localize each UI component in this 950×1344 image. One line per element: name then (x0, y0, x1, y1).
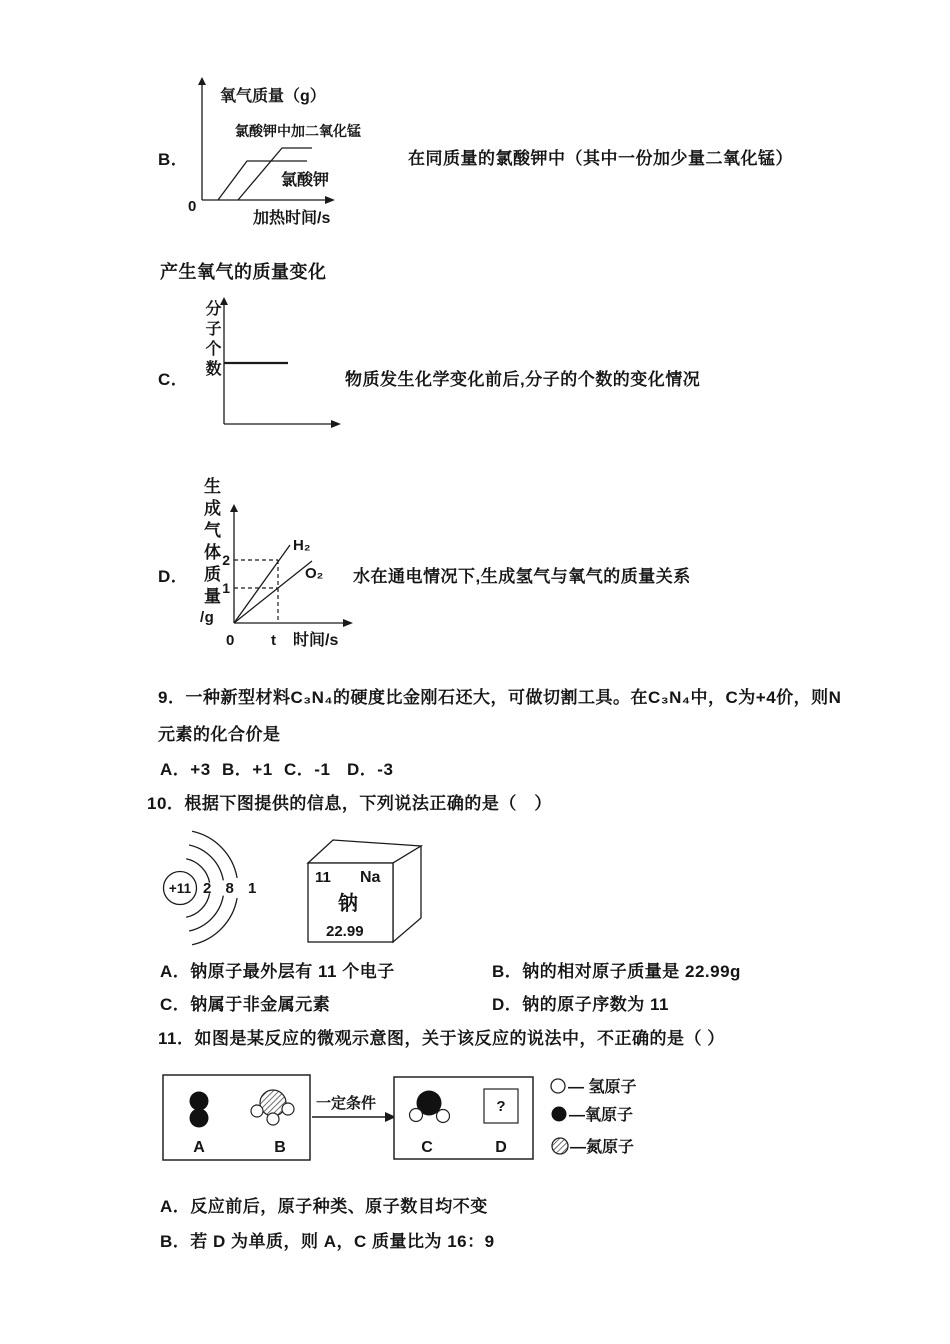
chart-b-y-label: 氧气质量（g） (220, 88, 326, 105)
cube-right-face (393, 846, 421, 942)
chart-d-ytick-1: 1 (222, 580, 230, 596)
electron-shell-arc (189, 845, 223, 880)
chart-d-y-arrow-icon (230, 504, 238, 512)
q10-stem: 10．根据下图提供的信息，下列说法正确的是（ ） (147, 794, 552, 813)
option-c-description: 物质发生化学变化前后,分子的个数的变化情况 (345, 370, 701, 389)
chart-b-x-label: 加热时间/s (253, 210, 331, 227)
option-c-label: C． (158, 370, 189, 389)
q10-option-d: D．钠的原子序数为 11 (492, 995, 669, 1014)
option-b-label: B． (158, 150, 189, 169)
molecule-b-hydrogen-atom (282, 1103, 294, 1115)
molecule-c-hydrogen-atom (437, 1110, 450, 1123)
chart-c-y-label: 分子个数 (203, 300, 220, 380)
chart-d-y-label: 生成气体质量 (201, 477, 220, 609)
chart-d-label-o2: O₂ (305, 565, 324, 582)
chart-c-x-arrow-icon (331, 420, 341, 428)
molecule-a-label: A (193, 1139, 205, 1156)
chart-b-origin-label: 0 (188, 198, 197, 215)
option-b-description-continued: 产生氧气的质量变化 (160, 262, 327, 282)
q9-stem-line2: 元素的化合价是 (158, 725, 281, 744)
element-symbol: Na (360, 869, 381, 886)
option-d-label: D． (158, 567, 189, 586)
chart-d-line-o2 (234, 561, 312, 623)
chart-b-series2-label: 氯酸钾 (281, 172, 330, 189)
chart-d-x-label: 时间/s (293, 632, 339, 649)
electron-shell-counts: 2 8 1 (203, 880, 262, 897)
chart-b-series1-label: 氯酸钾中加二氧化锰 (235, 123, 361, 139)
q9-option-a: A．+3 (160, 760, 211, 779)
chart-d-x-arrow-icon (343, 619, 353, 627)
q9-option-d: D．-3 (347, 760, 394, 779)
reaction-condition-label: 一定条件 (316, 1095, 377, 1112)
electron-shell-arc (189, 896, 223, 931)
option-d-description: 水在通电情况下,生成氢气与氧气的质量关系 (353, 567, 691, 586)
legend-oxygen-icon (552, 1107, 567, 1122)
q9-option-c: C．-1 (284, 760, 331, 779)
q10-atom-diagram (145, 823, 305, 953)
molecule-d-label: D (495, 1139, 507, 1156)
option-b-description: 在同质量的氯酸钾中（其中一份加少量二氧化锰） (408, 149, 793, 168)
q9-option-b: B．+1 (222, 760, 273, 779)
molecule-b-hydrogen-atom (267, 1113, 279, 1125)
q10-option-b: B．钠的相对原子质量是 22.99g (492, 962, 741, 981)
molecule-c-hydrogen-atom (410, 1109, 423, 1122)
chart-b-y-arrow-icon (198, 77, 206, 85)
atom-nucleus-charge: +11 (168, 881, 192, 896)
q10-option-c: C．钠属于非金属元素 (160, 995, 331, 1014)
chart-d-ytick-2: 2 (222, 552, 230, 568)
q11-option-a: A．反应前后，原子种类、原子数目均不变 (160, 1197, 488, 1216)
molecule-a-atom (190, 1092, 209, 1111)
element-atomic-number: 11 (315, 869, 331, 886)
molecule-b-label: B (274, 1139, 286, 1156)
q10-element-cube (300, 833, 430, 948)
legend-hydrogen-icon (551, 1079, 565, 1093)
molecule-b-nitrogen-atom (260, 1090, 286, 1116)
q11-reaction-diagram (160, 1068, 655, 1168)
q11-option-b: B．若 D 为单质，则 A，C 质量比为 16：9 (160, 1232, 495, 1251)
reactants-box (163, 1075, 310, 1160)
q11-stem: 11．如图是某反应的微观示意图，关于该反应的说法中，不正确的是（ ） (158, 1029, 725, 1048)
q9-stem-line1: 9．一种新型材料C₃N₄的硬度比金刚石还大，可做切割工具。在C₃N₄中，C为+4价，则N (158, 688, 842, 707)
legend-hydrogen-label: — 氢原子 (568, 1079, 637, 1096)
chart-d-label-h2: H₂ (293, 537, 311, 554)
legend-nitrogen-label: —氮原子 (570, 1139, 635, 1156)
chart-b-oxygen-mass (185, 75, 361, 230)
chart-b-x-arrow-icon (325, 196, 335, 204)
electron-shell-arc (192, 898, 237, 945)
chart-c-y-arrow-icon (220, 297, 228, 305)
chart-d-y-label-unit: /g (200, 609, 215, 626)
chart-d-line-h2 (234, 545, 290, 623)
molecule-c-label: C (421, 1139, 433, 1156)
element-relative-mass: 22.99 (326, 923, 364, 940)
molecule-a-atom (190, 1109, 209, 1128)
q10-option-a: A．钠原子最外层有 11 个电子 (160, 962, 395, 981)
molecule-b-hydrogen-atom (251, 1105, 263, 1117)
unknown-product-mark: ? (496, 1098, 506, 1115)
electron-shell-arc (192, 831, 237, 878)
legend-oxygen-label: —氧原子 (569, 1107, 634, 1124)
chart-d-gas-mass (193, 468, 358, 653)
chart-d-xtick-t: t (271, 632, 276, 649)
legend-nitrogen-icon (552, 1138, 568, 1154)
chart-c-molecule-count (195, 293, 345, 433)
element-name: 钠 (338, 893, 358, 915)
chart-d-xtick-0: 0 (226, 632, 235, 649)
